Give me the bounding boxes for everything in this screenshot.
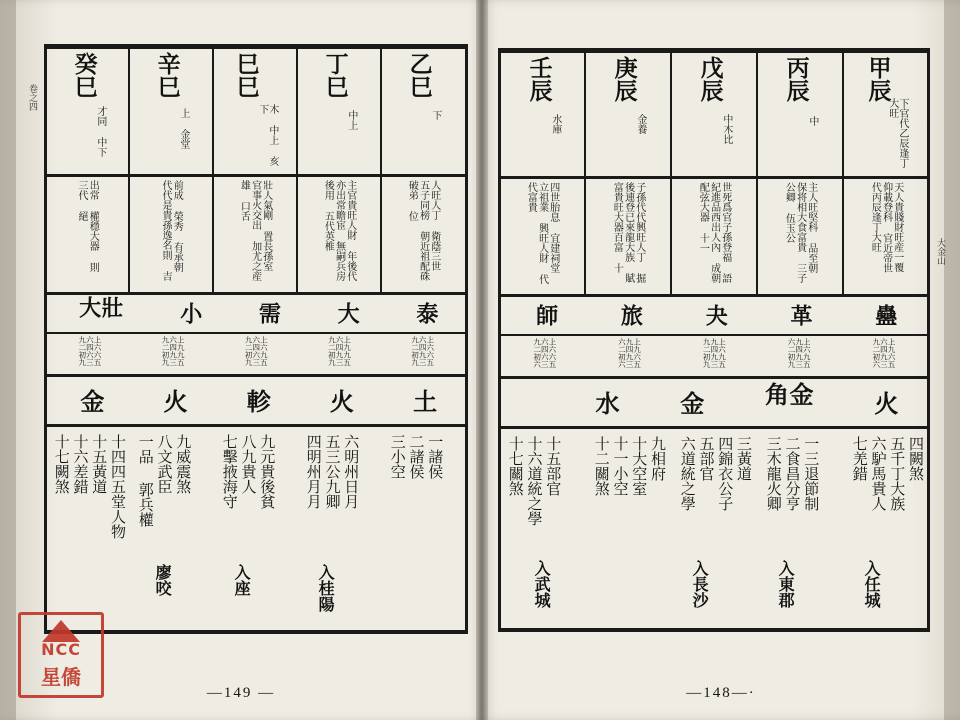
column-header-4: 庚辰 金養 <box>610 56 646 134</box>
place-name-4: 入武城 <box>532 560 552 608</box>
place-name-1: 入任城 <box>862 560 882 608</box>
left-column-header-3: 巳巳 木 中上 亥 下 <box>232 52 278 166</box>
left-fortune-column-2: 四明州月月 五三公九卿 六明州日月 <box>304 434 361 509</box>
fortune-column-4: 十二關煞 十一小空 十大空室 九相府 <box>592 436 667 496</box>
column-body-5: 四世胎息 宜建祠堂 立祖業 興旺人財 代代富貴 <box>525 182 559 284</box>
column-body-1: 天人貴賤財旺産一覆 仰載登科 官近帝世 代丙辰逢丁大旺 <box>869 182 903 273</box>
left-column-header-5: 癸巳 才同 中下 <box>70 52 106 157</box>
left-hexagram-band: 泰 大 需 小 壯大 <box>75 296 438 324</box>
left-place-name-4: 廖咬 <box>153 564 173 596</box>
left-fortune-column-5: 十七闕煞 十六差錯 十五黃道 十四四五堂人物 <box>52 434 127 539</box>
column-header-3: 戊辰 中木比 <box>696 56 732 144</box>
left-column-body-4: 前成 榮秀 有承朝 代代是貴孫逸名則 吉 <box>160 180 183 281</box>
left-place-name-1 <box>392 564 426 630</box>
left-column-body-5: 出常 權穩大器 則 三代 絕 <box>76 180 99 272</box>
left-column-header-1: 乙巳 下 <box>405 52 441 120</box>
left-place-name-2: 入桂陽 <box>316 564 336 612</box>
left-fortune-column-3: 七擊掖海守 八九貴人 九元貴後貧 <box>220 434 277 509</box>
line-numbers-band: 上九六五六四九三九二初六 上六九五九四九三六二初九 上六九五九四九三九二初九 上九六五九四九三六二初六 上六六五六四六三九二初六 <box>532 338 897 368</box>
left-line-numbers-band: 上六六五六四九三九二初九 上九九五六四九三九二初九 上六九五六四六三九二初九 上九九五六四九三九二初九 上六六五六四六三九二初九 <box>77 336 435 366</box>
column-body-3: 世死爲官子孫登福 語紀進品西出人內 成朝配弦大器 十一 <box>697 182 731 283</box>
place-name-2: 入東郡 <box>776 560 796 608</box>
fortune-column-5: 十七關煞 十六道統之學 十五部官 <box>506 436 563 526</box>
page-edge-left <box>0 0 16 720</box>
fortune-column-3: 六道統之學 五部官 四錦衣公子 三黃道 <box>678 436 753 511</box>
left-column-header-4: 辛巳 上 金堂 <box>153 52 189 149</box>
left-fortune-column-4: 一品 郭兵權 八文武臣 九威震煞 <box>136 434 193 527</box>
left-column-body-2: 主官貴旺人財 年後代亦出常瞻宦 無嗣兵房後用 五代英椎 <box>322 180 356 281</box>
element-band: 火 金角 金 水 <box>590 382 898 415</box>
column-header-5: 壬辰 水庫 <box>525 56 561 134</box>
stamp-line-1: NCC <box>41 640 81 659</box>
left-element-band: 土 火 軫 火 金 <box>75 389 437 413</box>
triangle-icon <box>42 620 80 642</box>
right-page-margin-note: 大金山 <box>935 238 945 265</box>
place-name-3: 入長沙 <box>690 560 710 608</box>
left-place-name-3: 入座 <box>232 564 252 596</box>
left-page-number: —149 — <box>206 685 276 701</box>
left-page-text-block <box>27 44 468 648</box>
left-fortune-column-1: 三小空 二諸侯 一諸侯 <box>388 434 445 479</box>
left-column-body-3: 壯人氣剛 置長孫室 官事火交出 加尤之産雄 口舌 <box>238 180 272 281</box>
left-column-body-1: 人旺人丁 衛蔭三世 五子同榜 朝近祖配硃破弟 位 <box>406 180 440 281</box>
hexagram-band: 蠱 革 夬 旅 師 <box>532 304 897 326</box>
left-column-header-2: 丁巳 中上 <box>321 52 357 130</box>
fortune-column-2: 三木龍火卿 二食昌分亨 一三退節制 <box>764 436 821 511</box>
page-edge-right <box>944 0 960 720</box>
column-header-2: 丙辰 中 <box>782 56 818 126</box>
right-page-number: —148—· <box>686 685 756 701</box>
library-stamp <box>18 612 104 698</box>
fortune-column-1: 七羌錯 六馿馬貴人 五千丁大族 四闕煞 <box>850 436 925 511</box>
stamp-line-2: 星僑 <box>41 665 81 689</box>
column-body-2: 主人旺堅科 品至朝 保将相大食富貴 三子公卿 伍玉公 <box>783 182 817 283</box>
left-page-margin-note: 卷之四 <box>27 84 37 111</box>
book-gutter <box>476 0 488 720</box>
column-body-4: 子孫代代興旺人丁 掘後連登已來龍大族 賦富貴旺大器百富 十 <box>611 182 645 283</box>
column-header-1: 甲辰 下官代乙辰逢丁大旺 <box>864 56 908 168</box>
right-page-text-block <box>498 48 945 648</box>
